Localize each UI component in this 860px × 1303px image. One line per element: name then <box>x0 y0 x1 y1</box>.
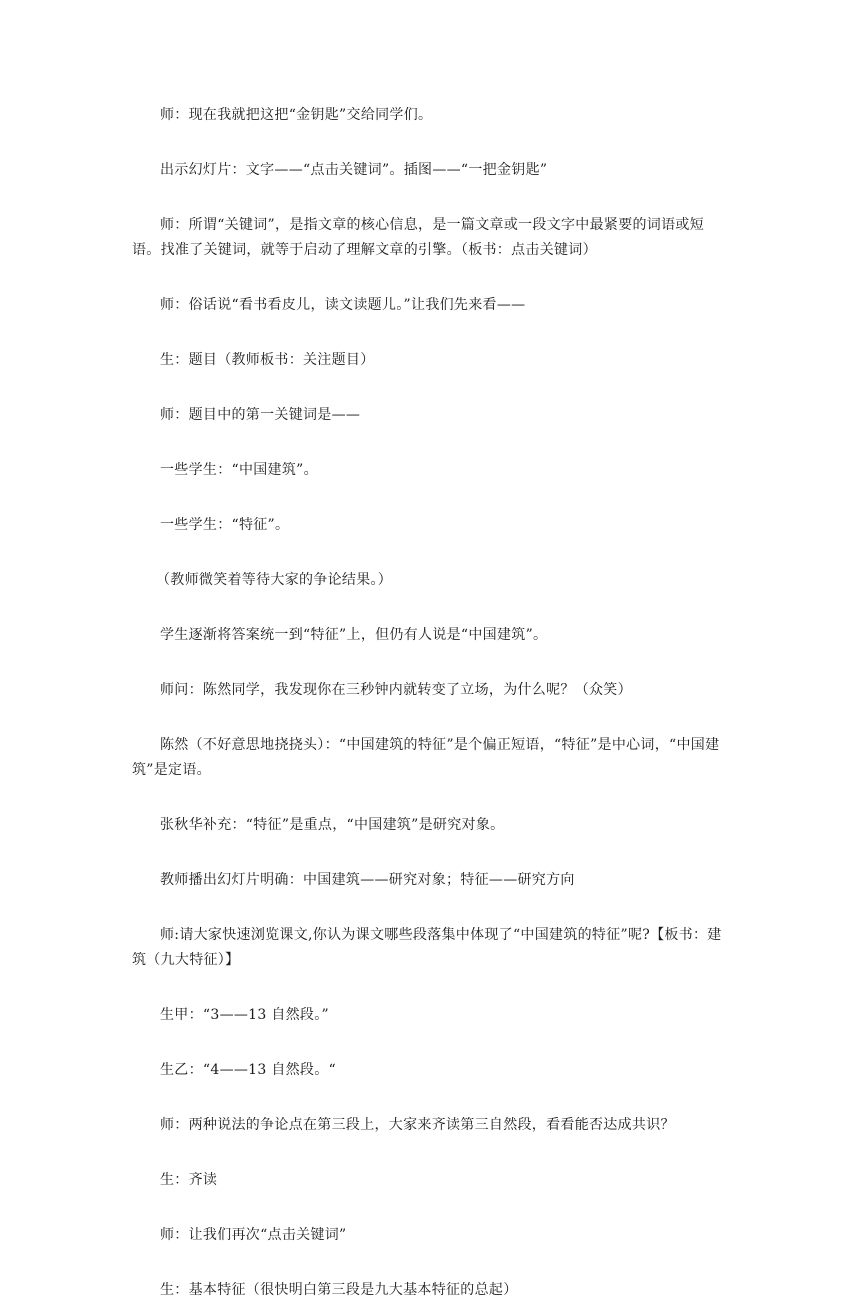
paragraph-20: 师：让我们再次“点击关键词” <box>160 1227 347 1243</box>
paragraph-11: 师问：陈然同学，我发现你在三秒钟内就转变了立场，为什么呢？（众笑） <box>160 682 632 698</box>
paragraph-18: 师：两种说法的争论点在第三段上，大家来齐读第三自然段，看看能否达成共识？ <box>160 1117 675 1133</box>
paragraph-1: 师：现在我就把这把“金钥匙”交给同学们。 <box>160 107 433 123</box>
paragraph-6: 师：题目中的第一关键词是—— <box>160 407 361 423</box>
paragraph-9: （教师微笑着等待大家的争论结果。） <box>156 572 393 588</box>
paragraph-14: 教师播出幻灯片明确：中国建筑——研究对象；特征——研究方向 <box>160 872 575 888</box>
paragraph-3: 师：所谓“关键词”，是指文章的核心信息，是一篇文章或一段文字中最紧要的词语或短语。找准了关键词，就等于启动了理解文章的引擎。（板书：点击关键词） <box>132 217 705 258</box>
paragraph-15: 师:请大家快速浏览课文,你认为课文哪些段落集中体现了“中国建筑的特征”呢?【板书：建筑（九大特征）】 <box>132 927 722 968</box>
document-body <box>132 103 728 1303</box>
paragraph-4: 师：俗话说“看书看皮儿，读文读题儿。”让我们先来看—— <box>160 297 526 313</box>
paragraph-12: 陈然（不好意思地挠挠头）：“中国建筑的特征”是个偏正短语，“特征”是中心词，“中国建筑”是定语。 <box>132 737 720 778</box>
paragraph-8: 一些学生：“特征”。 <box>160 517 290 533</box>
paragraph-5: 生：题目（教师板书：关注题目） <box>160 352 375 368</box>
paragraph-17: 生乙：“4——13 自然段。“ <box>160 1062 336 1078</box>
paragraph-21: 生：基本特征（很快明白第三段是九大基本特征的总起） <box>160 1282 518 1298</box>
paragraph-7: 一些学生：“中国建筑”。 <box>160 462 318 478</box>
paragraph-10: 学生逐渐将答案统一到“特征”上，但仍有人说是“中国建筑”。 <box>160 627 548 643</box>
paragraph-2: 出示幻灯片：文字——“点击关键词”。插图——“一把金钥匙” <box>160 162 548 178</box>
paragraph-13: 张秋华补充：“特征”是重点，“中国建筑”是研究对象。 <box>160 817 505 833</box>
paragraph-19: 生：齐读 <box>160 1172 218 1188</box>
paragraph-16: 生甲：“3——13 自然段。” <box>160 1007 329 1023</box>
